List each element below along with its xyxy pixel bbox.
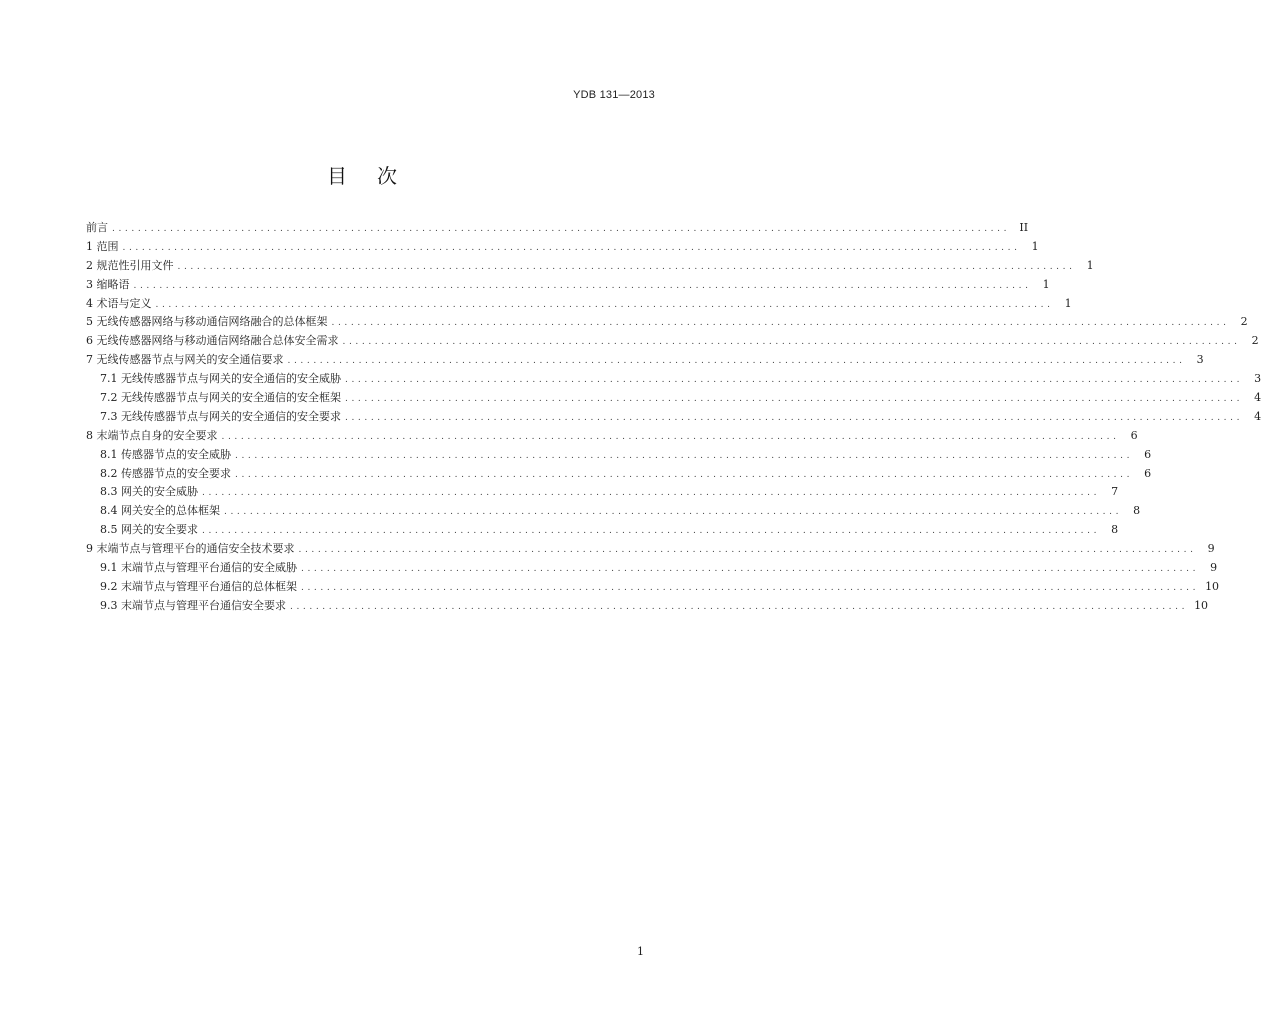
dot-leader: ........................................................................................................................................... bbox=[155, 299, 1054, 310]
toc-entry-page: 4 bbox=[1254, 409, 1261, 423]
dot-leader: ........................................................................................................................................... bbox=[177, 261, 1076, 272]
toc-entry-page: 6 bbox=[1144, 447, 1152, 461]
toc-entry-7-1[interactable] bbox=[86, 370, 1261, 389]
toc-entry-6[interactable] bbox=[86, 332, 1259, 351]
toc-entry-page: 1 bbox=[1031, 239, 1039, 253]
toc-entry-page: 8 bbox=[1133, 504, 1141, 518]
dot-leader: ........................................................................................................................................... bbox=[202, 488, 1101, 499]
toc-entry-9-3[interactable] bbox=[86, 597, 1209, 616]
toc-entry-label: 8.5 网关的安全要求 bbox=[100, 523, 198, 537]
toc-entry-label: 7 无线传感器节点与网关的安全通信要求 bbox=[86, 353, 284, 367]
toc-entry-label: 前言 bbox=[86, 221, 108, 234]
toc-entry-label: 6 无线传感器网络与移动通信网络融合总体安全需求 bbox=[86, 334, 339, 348]
dot-leader: ........................................................................................................................................... bbox=[221, 431, 1120, 442]
dot-leader: ........................................................................................................................................... bbox=[287, 356, 1186, 367]
toc-entry-page: 1 bbox=[1086, 258, 1094, 272]
toc-entry-label: 5 无线传感器网络与移动通信网络融合的总体框架 bbox=[86, 315, 328, 329]
dot-leader: ........................................................................................................................................... bbox=[342, 337, 1241, 348]
toc-entry-page: 3 bbox=[1196, 353, 1204, 367]
toc-entry-7[interactable] bbox=[86, 351, 1204, 370]
toc-entry-label: 4 术语与定义 bbox=[86, 296, 152, 310]
table-of-contents bbox=[86, 219, 1261, 616]
toc-title: 目次 bbox=[327, 164, 427, 188]
toc-entry-1[interactable] bbox=[86, 238, 1039, 257]
toc-entry-label: 8.3 网关的安全威胁 bbox=[100, 485, 198, 499]
toc-entry-label: 1 范围 bbox=[86, 239, 119, 253]
toc-entry-page: 8 bbox=[1111, 523, 1119, 537]
toc-entry-8[interactable] bbox=[86, 427, 1138, 446]
dot-leader: ........................................................................................................................................... bbox=[345, 394, 1244, 405]
toc-entry-page: 10 bbox=[1205, 579, 1220, 593]
toc-entry-4[interactable] bbox=[86, 295, 1072, 314]
toc-entry-label: 8 末端节点自身的安全要求 bbox=[86, 428, 218, 442]
toc-entry-foreword[interactable] bbox=[86, 219, 1029, 238]
toc-entry-5[interactable] bbox=[86, 313, 1248, 332]
dot-leader: ........................................................................................................................................... bbox=[235, 450, 1134, 461]
dot-leader: ........................................................................................................................................... bbox=[235, 469, 1134, 480]
toc-entry-page: 2 bbox=[1251, 334, 1259, 348]
toc-entry-label: 7.3 无线传感器节点与网关的安全通信的安全要求 bbox=[100, 409, 341, 423]
dot-leader: ........................................................................................................................................... bbox=[224, 507, 1123, 518]
toc-entry-label: 9.2 末端节点与管理平台通信的总体框架 bbox=[100, 579, 297, 593]
dot-leader: ........................................................................................................................................... bbox=[112, 224, 1011, 234]
toc-entry-label: 9.1 末端节点与管理平台通信的安全威胁 bbox=[100, 561, 297, 575]
toc-entry-page: 7 bbox=[1111, 485, 1119, 499]
dot-leader: ........................................................................................................................................... bbox=[301, 582, 1200, 593]
page-number: 1 bbox=[637, 945, 644, 958]
toc-entry-9-2[interactable] bbox=[86, 578, 1220, 597]
document-code: YDB 131—2013 bbox=[573, 89, 655, 101]
toc-entry-8-1[interactable] bbox=[86, 446, 1152, 465]
toc-entry-page: 1 bbox=[1064, 296, 1072, 310]
toc-entry-page: 10 bbox=[1194, 598, 1209, 612]
toc-entry-label: 8.4 网关安全的总体框架 bbox=[100, 504, 220, 518]
dot-leader: ........................................................................................................................................... bbox=[290, 601, 1189, 612]
toc-entry-8-3[interactable] bbox=[86, 483, 1119, 502]
toc-entry-label: 7.1 无线传感器节点与网关的安全通信的安全威胁 bbox=[100, 372, 341, 386]
toc-entry-9-1[interactable] bbox=[86, 559, 1218, 578]
dot-leader: ........................................................................................................................................... bbox=[345, 412, 1244, 423]
toc-entry-page: 6 bbox=[1144, 466, 1152, 480]
dot-leader: ........................................................................................................................................... bbox=[331, 318, 1230, 329]
toc-entry-label: 2 规范性引用文件 bbox=[86, 258, 174, 272]
toc-entry-page: 1 bbox=[1042, 277, 1050, 291]
toc-entry-8-4[interactable] bbox=[86, 502, 1141, 521]
toc-entry-page: 4 bbox=[1254, 391, 1261, 405]
toc-entry-label: 7.2 无线传感器节点与网关的安全通信的安全框架 bbox=[100, 391, 341, 405]
toc-entry-page: II bbox=[1019, 221, 1029, 234]
toc-entry-page: 9 bbox=[1210, 561, 1218, 575]
dot-leader: ........................................................................................................................................... bbox=[133, 280, 1032, 291]
toc-entry-3[interactable] bbox=[86, 276, 1050, 295]
toc-entry-9[interactable] bbox=[86, 540, 1215, 559]
toc-entry-7-3[interactable] bbox=[86, 408, 1261, 427]
toc-entry-8-2[interactable] bbox=[86, 465, 1152, 484]
dot-leader: ........................................................................................................................................... bbox=[345, 375, 1244, 386]
toc-entry-page: 3 bbox=[1254, 372, 1261, 386]
toc-entry-label: 9.3 末端节点与管理平台通信安全要求 bbox=[100, 598, 286, 612]
dot-leader: ........................................................................................................................................... bbox=[298, 545, 1197, 556]
toc-entry-label: 9 末端节点与管理平台的通信安全技术要求 bbox=[86, 542, 295, 556]
toc-entry-page: 2 bbox=[1240, 315, 1248, 329]
dot-leader: ........................................................................................................................................... bbox=[202, 526, 1101, 537]
toc-entry-2[interactable] bbox=[86, 257, 1094, 276]
toc-entry-label: 8.1 传感器节点的安全威胁 bbox=[100, 447, 231, 461]
toc-entry-8-5[interactable] bbox=[86, 521, 1119, 540]
toc-entry-label: 8.2 传感器节点的安全要求 bbox=[100, 466, 231, 480]
toc-entry-page: 6 bbox=[1130, 428, 1138, 442]
toc-entry-label: 3 缩略语 bbox=[86, 277, 130, 291]
dot-leader: ........................................................................................................................................... bbox=[122, 242, 1021, 253]
toc-entry-7-2[interactable] bbox=[86, 389, 1261, 408]
dot-leader: ........................................................................................................................................... bbox=[301, 564, 1200, 575]
toc-entry-page: 9 bbox=[1207, 542, 1215, 556]
